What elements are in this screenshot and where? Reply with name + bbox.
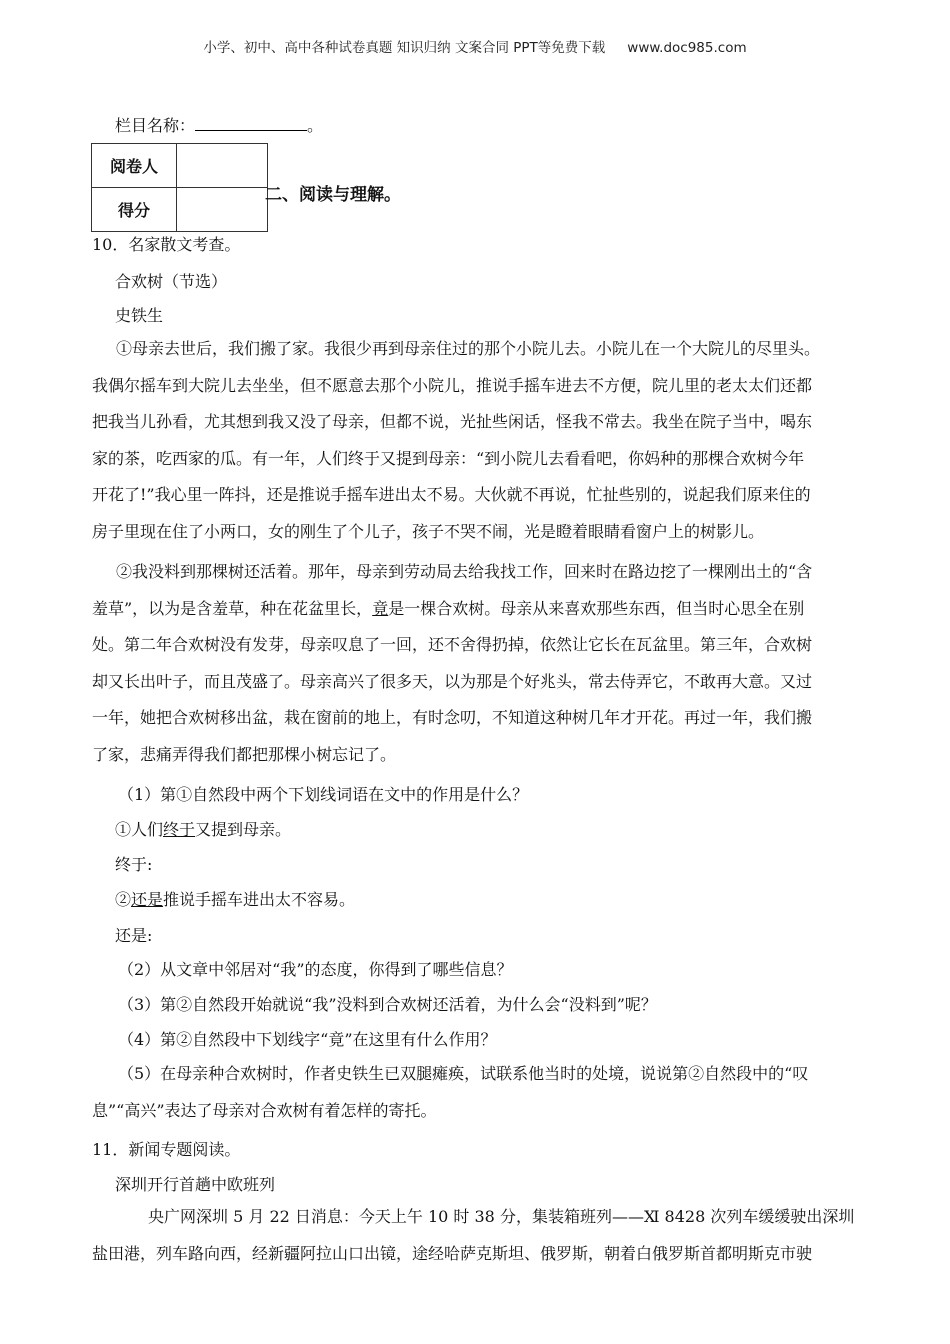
column-name-suffix: 。	[307, 116, 324, 135]
text-line: 开花了!”我心里一阵抖，还是推说手摇车进出太不易。大伙就不再说，忙扯些别的，说起我们原来住的	[92, 485, 811, 504]
text-segment: ②	[115, 890, 132, 909]
q11-title: 深圳开行首趟中欧班列	[115, 1175, 276, 1194]
q10-heading: 10．名家散文考查。	[92, 235, 241, 254]
underlined-word: 还是	[131, 890, 164, 909]
column-name-row	[115, 113, 323, 136]
text-segment: 是一棵合欢树。母亲从来喜欢那些东西，但当时心思全在别	[388, 598, 805, 618]
text-line: ①母亲去世后，我们搬了家。我很少再到母亲住过的那个小院儿去。小院儿在一个大院儿的尽里头。	[116, 339, 821, 358]
q10-sub5	[92, 1056, 882, 1129]
text-line: 家的茶，吃西家的瓜。有一年，人们终于又提到母亲：“到小院儿去看看吧，你妈种的那棵合欢树今年	[92, 448, 805, 468]
q10-sub4: （4）第②自然段中下划线字“竟”在这里有什么作用？	[118, 1030, 497, 1049]
reviewer-label: 阅卷人	[92, 144, 177, 188]
q10-paragraph-2	[92, 554, 882, 773]
score-cell[interactable]	[177, 188, 268, 232]
header-text: 小学、初中、高中各种试卷真题 知识归纳 文案合同 PPT等免费下载	[203, 40, 606, 56]
q10-sub1-b	[115, 887, 355, 910]
text-line: 房子里现在住了小两口，女的刚生了个儿子，孩子不哭不闹，光是瞪着眼睛看窗户上的树影儿。	[92, 521, 765, 541]
q10-sub2: （2）从文章中邻居对“我”的态度，你得到了哪些信息？	[118, 960, 513, 979]
q10-sub3: （3）第②自然段开始就说“我”没料到合欢树还活着，为什么会“没料到”呢？	[118, 995, 657, 1014]
reviewer-cell[interactable]	[177, 144, 268, 188]
text-segment: ①人们	[115, 820, 164, 839]
score-label: 得分	[92, 188, 177, 232]
text-line: （5）在母亲种合欢树时，作者史铁生已双腿瘫痪，试联系他当时的处境，说说第②自然段中的“叹	[118, 1064, 809, 1083]
text-segment: 推说手摇车进出太不容易。	[163, 890, 356, 909]
page-header	[0, 36, 950, 56]
q10-sub1-a	[115, 817, 291, 840]
score-table	[91, 143, 268, 232]
q10-title: 合欢树（节选）	[115, 272, 228, 291]
q11-paragraph	[92, 1199, 882, 1272]
section-title: 二、阅读与理解。	[265, 185, 401, 205]
q10-paragraph-1	[92, 331, 882, 550]
text-line: 一年，她把合欢树移出盆，栽在窗前的地上，有时念叨，不知道这种树几年才开花。再过一年，我们搬	[92, 708, 813, 727]
q10-author: 史铁生	[115, 306, 164, 325]
underlined-word: 终于	[163, 820, 196, 839]
column-name-blank[interactable]	[195, 116, 307, 131]
underlined-word: 竟	[372, 598, 389, 618]
q11-heading: 11．新闻专题阅读。	[92, 1140, 241, 1159]
text-line: 却又长出叶子，而且茂盛了。母亲高兴了很多天，以为那是个好兆头，常去侍弄它，不敢再大意。又过	[92, 671, 813, 691]
text-line: 息”“高兴”表达了母亲对合欢树有着怎样的寄托。	[92, 1100, 437, 1120]
text-line: 盐田港，列车路向西，经新疆阿拉山口出镜，途经哈萨克斯坦、俄罗斯，朝着白俄罗斯首都明斯克市驶	[92, 1243, 813, 1263]
text-segment: 又提到母亲。	[195, 820, 292, 839]
column-name-label: 栏目名称：	[115, 116, 196, 135]
text-line: 央广网深圳 5 月 22 日消息：今天上午 10 时 38 分，集装箱班列——Ⅺ 8428 次列车缓缓驶出深圳	[148, 1207, 855, 1226]
text-line: 处。第二年合欢树没有发芽，母亲叹息了一回，还不舍得扔掉，依然让它长在瓦盆里。第三年，合欢树	[92, 635, 813, 654]
answer-label-haishi[interactable]: 还是:	[115, 926, 153, 945]
answer-label-zhongyu[interactable]: 终于:	[115, 855, 153, 874]
text-line: 我偶尔摇车到大院儿去坐坐，但不愿意去那个小院儿，推说手摇车进去不方便，院儿里的老太太们还都	[92, 375, 813, 395]
header-site[interactable]: www.doc985.com	[627, 40, 747, 56]
text-line: ②我没料到那棵树还活着。那年，母亲到劳动局去给我找工作，回来时在路边挖了一棵刚出土的“含	[116, 562, 813, 581]
text-line	[92, 591, 882, 628]
q10-sub1: （1）第①自然段中两个下划线词语在文中的作用是什么？	[118, 785, 529, 804]
text-line: 了家，悲痛弄得我们都把那棵小树忘记了。	[92, 744, 397, 764]
text-line: 把我当儿孙看，尤其想到我又没了母亲，但都不说，光扯些闲话，怪我不常去。我坐在院子当中，喝东	[92, 412, 813, 431]
text-segment: 羞草”，以为是含羞草，种在花盆里长，	[92, 598, 373, 618]
